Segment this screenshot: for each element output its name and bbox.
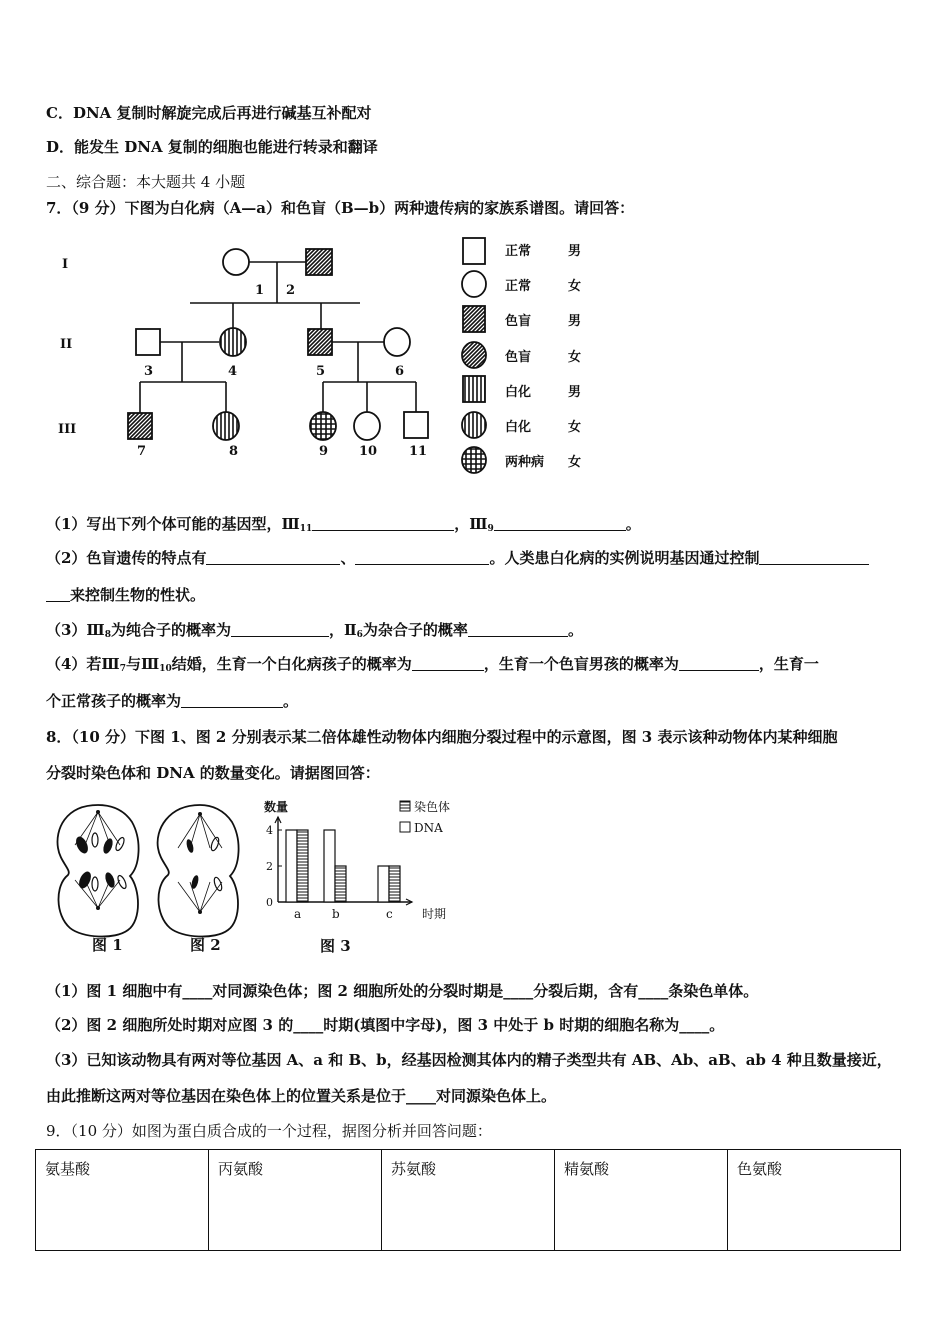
legend-sex: 女	[568, 350, 582, 365]
table-cell: 丙氨酸	[209, 1150, 382, 1251]
pedigree-chart	[40, 228, 600, 478]
individual-label: 3	[144, 364, 154, 379]
legend-sex: 男	[568, 385, 582, 400]
dna-bar	[324, 830, 335, 902]
fig1-cell	[57, 805, 138, 937]
dna-bar	[378, 866, 389, 902]
q7-part3: $(3)Ⅲ_8$为纯合子的概率为 ，$Ⅱ_6$为杂合子的概率 。	[46, 621, 583, 640]
individual-label: 11	[409, 444, 428, 459]
gen-label: I	[62, 257, 69, 272]
q9-stem: 9．（10 分）如图为蛋白质合成的一个过程，据图分析并回答问题：	[46, 1122, 492, 1140]
y-tick-label: 2	[266, 860, 273, 873]
q8-part3-line1: （3）已知该动物具有两对等位基因 A、a 和 B、b，经基因检测其体内的精子类型共有 AB、Ab、aB、ab 4 种且数量接近，	[46, 1051, 892, 1069]
q7-part2-cont: 来控制生物的性状。	[46, 584, 205, 605]
legend-sex: 女	[568, 420, 582, 435]
answer-blank[interactable]	[46, 587, 70, 602]
individual-label: 8	[229, 444, 239, 459]
answer-blank[interactable]	[679, 656, 759, 671]
y-tick-label: 4	[266, 824, 273, 837]
x-tick-label: c	[386, 907, 393, 921]
q8-part2: （2）图 2 细胞所处时期对应图 3 的____时期(填图中字母)，图 3 中处于 b 时期的细胞名称为____。	[46, 1016, 725, 1034]
q8-stem-line2: 分裂时染色体和 DNA 的数量变化。请据图回答：	[46, 764, 380, 782]
q7-stem: 7．（9 分）下图为白化病（A—a）和色盲（B—b）两种遗传病的家族系谱图。请回答：	[46, 199, 635, 217]
q8-stem-line1: 8．（10 分）下图 1、图 2 分别表示某二倍体雄性动物体内细胞分裂过程中的示意图，图 3 表示该种动物体内某种细胞	[46, 728, 838, 746]
q8-part3-line2: 由此推断这两对等位基因在染色体上的位置关系是位于____对同源染色体上。	[46, 1087, 557, 1105]
legend-text: 正常	[505, 279, 532, 294]
q7-part4-cont: 个正常孩子的概率为 。	[46, 692, 299, 710]
gen-label: III	[58, 422, 77, 437]
y-tick-label: 0	[266, 896, 273, 909]
legend-sex: 男	[568, 244, 582, 259]
cell-figures	[50, 800, 265, 960]
chromosome-bar	[389, 866, 400, 902]
individual-label: 4	[228, 364, 238, 379]
legend-swatch-chromosome	[400, 801, 410, 811]
q8-part1: （1）图 1 细胞中有____对同源染色体；图 2 细胞所处的分裂时期是____分裂后期，含有____条染色单体。	[46, 982, 759, 1000]
answer-blank[interactable]	[468, 622, 568, 637]
chromosome-bar	[297, 830, 308, 902]
legend-text: 白化	[505, 385, 532, 400]
fig3-label: 图 3	[320, 937, 351, 955]
individual-label: 9	[319, 444, 329, 459]
legend-text: 正常	[505, 244, 532, 259]
fig1-label: 图 1	[92, 936, 123, 954]
individual-label: 2	[286, 283, 296, 298]
legend-sex: 女	[568, 455, 582, 470]
answer-blank[interactable]	[181, 693, 283, 708]
q7-part1: （1）写出下列个体可能的基因型，$Ⅲ_{11}$ ，$Ⅲ_9$ 。	[46, 515, 641, 534]
y-axis-label: 数量	[264, 800, 289, 814]
legend-text: 色盲	[505, 350, 532, 365]
fig3-bar-chart	[262, 795, 462, 957]
individual-label: 5	[316, 364, 326, 379]
x-tick-label: b	[332, 907, 340, 921]
fig2-label: 图 2	[190, 936, 221, 954]
option-c: C．DNA 复制时解旋完成后再进行碱基互补配对	[46, 104, 372, 122]
x-axis-label: 时期	[422, 907, 447, 921]
q7-part4: （4）若$Ⅲ_7$与$Ⅲ_{10}$结婚，生育一个白化病孩子的概率为 ，生育一个色盲男孩的概率为 ，生育一	[46, 655, 819, 674]
fig2-cell	[158, 805, 239, 937]
answer-blank[interactable]	[206, 550, 340, 565]
answer-blank[interactable]	[231, 622, 329, 637]
legend-text: 两种病	[505, 455, 545, 470]
legend-text: 白化	[505, 420, 532, 435]
option-d: D．能发生 DNA 复制的细胞也能进行转录和翻译	[46, 138, 378, 156]
legend-sex: 女	[568, 279, 582, 294]
answer-blank[interactable]	[759, 550, 869, 565]
answer-blank[interactable]	[494, 516, 626, 531]
answer-blank[interactable]	[412, 656, 484, 671]
legend-label-chromosome: 染色体	[414, 800, 451, 814]
answer-blank[interactable]	[312, 516, 454, 531]
legend-text: 色盲	[505, 314, 532, 329]
x-tick-label: a	[294, 907, 302, 921]
answer-blank[interactable]	[355, 550, 489, 565]
table-cell: 氨基酸	[36, 1150, 209, 1251]
legend-sex: 男	[568, 314, 582, 329]
individual-label: 10	[359, 444, 378, 459]
table-cell: 精氨酸	[555, 1150, 728, 1251]
gen-label: II	[60, 337, 73, 352]
table-cell: 色氨酸	[728, 1150, 901, 1251]
table-cell: 苏氨酸	[382, 1150, 555, 1251]
individual-label: 7	[137, 444, 147, 459]
legend-label-dna: DNA	[414, 821, 443, 835]
chromosome-bar	[335, 866, 346, 902]
section-heading: 二、综合题：本大题共 4 小题	[46, 173, 246, 191]
amino-acid-table	[35, 1149, 901, 1251]
legend-swatch-dna	[400, 822, 410, 832]
individual-label: 1	[255, 283, 265, 298]
q7-part2: （2）色盲遗传的特点有 、 。人类患白化病的实例说明基因通过控制	[46, 547, 869, 568]
dna-bar	[286, 830, 297, 902]
individual-label: 6	[395, 364, 405, 379]
